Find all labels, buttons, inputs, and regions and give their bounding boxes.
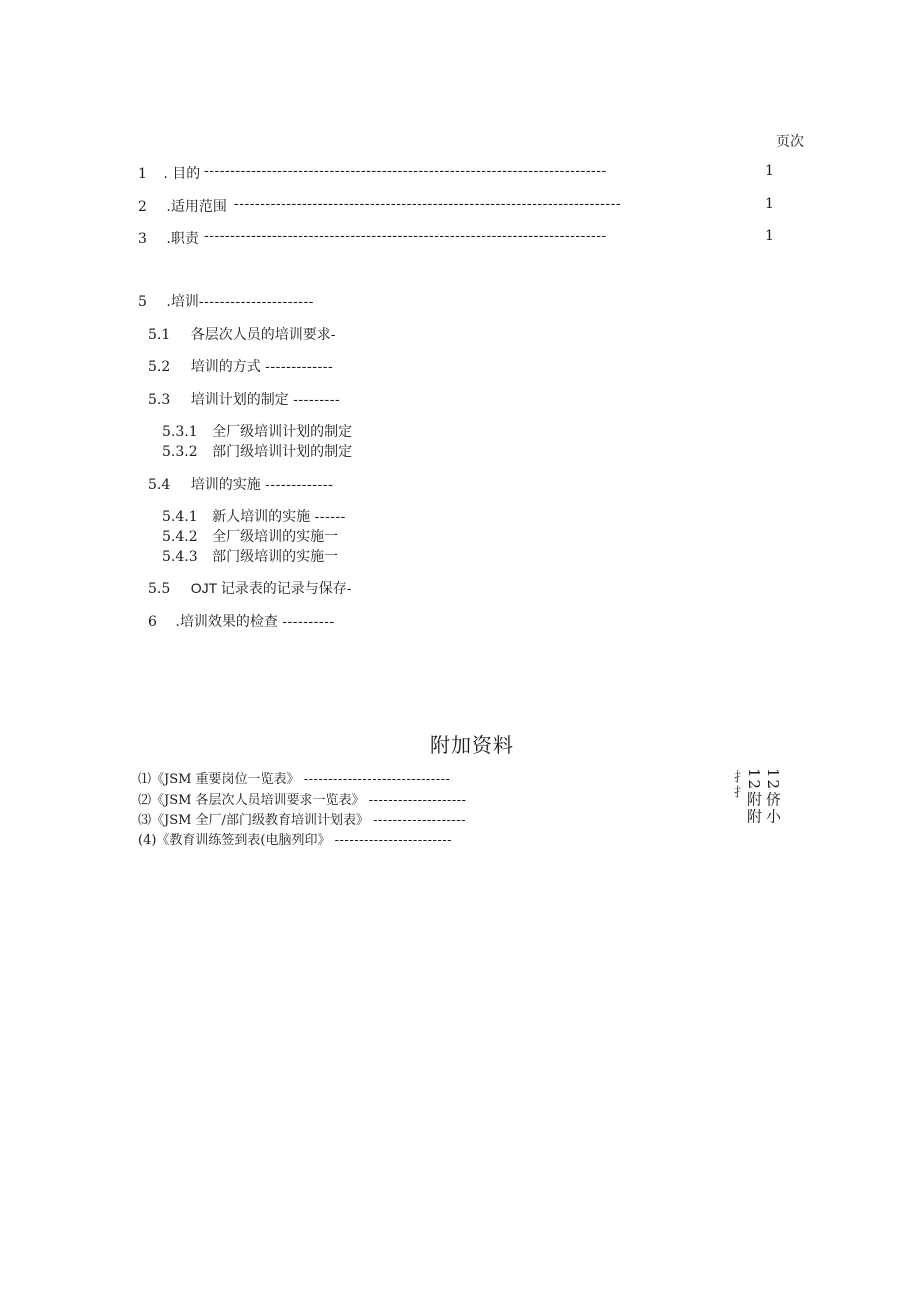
toc-title: .培训 [166,294,199,310]
toc-page-number: 1 [765,228,774,244]
toc-number: 1 [138,166,147,182]
toc-title: . 目的 [163,166,201,182]
toc-leader: -------------------------------------------------------------------------- [234,196,622,212]
toc-leader: - [346,581,352,597]
toc-title: 全厂级培训计划的制定 [212,424,353,440]
toc-number: 5.4.1 [162,509,198,525]
toc-number: 2 [138,199,147,215]
toc-title: 部门级培训计划的制定 [212,444,353,460]
toc-number: 5.4 [148,477,171,493]
toc-leader: ---------------------- [198,294,314,310]
toc-number: 5.4.3 [162,549,198,565]
toc-entry-5-5[interactable] [148,578,352,598]
toc-entry-5-4-3[interactable] [162,546,338,566]
toc-number: 5.4.2 [162,529,198,545]
appendix-item[interactable] [138,809,466,828]
toc-leader: --------- [293,392,341,408]
appendix-item[interactable] [138,789,467,808]
appendix-item-leader: -------------------- [368,793,467,808]
toc-entry-3[interactable] [138,228,199,248]
toc-number: 5.5 [148,581,171,597]
toc-title: .培训效果的检查 [175,614,278,630]
toc-leader: ----------------------------------------------------------------------------- [204,163,607,179]
appendix-item-leader: ------------------------------ [303,772,451,787]
toc-number: 5.1 [148,327,171,343]
toc-entry-2[interactable] [138,196,227,216]
toc-title: 培训的实施 [190,477,261,493]
toc-number: 5 [138,294,147,310]
toc-entry-5-4[interactable] [148,474,333,494]
side-column: 12侪小 [764,768,782,826]
toc-number: 3 [138,231,147,247]
toc-entry-6[interactable] [148,611,335,631]
toc-entry-5-3[interactable] [148,389,340,409]
toc-title: 各层次人员的培训要求 [190,327,331,343]
appendix-item-leader: ------------------------ [334,833,453,848]
toc-number: 5.2 [148,359,171,375]
toc-leader: ------ [314,509,346,525]
appendix-item-text: ⑶《JSM 全厂/部门级教育培训计划表》 [138,813,369,828]
toc-entry-5-1[interactable] [148,324,335,344]
toc-number: 5.3.1 [162,424,198,440]
toc-number: 6 [148,614,157,630]
appendix-title: 附加资料 [430,733,514,757]
toc-leader: ------------- [265,477,334,493]
toc-page-number: 1 [765,196,774,212]
appendix-item-text: ⑴《JSM 重要岗位一览表》 [138,772,300,787]
toc-leader: ------------- [265,359,334,375]
toc-leader: ----------------------------------------------------------------------------- [204,228,607,244]
toc-title: .适用范围 [166,199,227,215]
toc-entry-5-4-1[interactable] [162,506,346,526]
toc-title: OJT 记录表的记录与保存 [190,580,347,596]
toc-title: 新人培训的实施 [212,509,311,525]
appendix-item-leader: ------------------- [373,813,467,828]
toc-entry-5-3-2[interactable] [162,441,352,461]
toc-leader: ---------- [282,614,335,630]
toc-number: 5.3.2 [162,444,198,460]
appendix-item[interactable] [138,768,450,787]
toc-entry-5-2[interactable] [148,356,333,376]
toc-page-number: 1 [765,163,774,179]
side-column: 扌扌 [731,770,746,800]
appendix-item-text: (4)《教育训练签到表(电脑列印》 [138,833,331,848]
toc-title: 培训的方式 [190,359,261,375]
toc-number: 5.3 [148,392,171,408]
page-column-header: 页次 [776,134,804,150]
toc-title: .职责 [166,231,199,247]
side-column: 12附附 [745,768,763,826]
toc-entry-5[interactable] [138,291,314,311]
appendix-item-text: ⑵《JSM 各层次人员培训要求一览表》 [138,793,365,808]
toc-entry-1[interactable] [138,163,200,183]
toc-title: 培训计划的制定 [190,392,289,408]
toc-title: 全厂级培训的实施一 [212,529,339,545]
toc-title: 部门级培训的实施一 [212,549,339,565]
toc-entry-5-3-1[interactable] [162,421,352,441]
appendix-item[interactable] [138,829,452,848]
toc-leader: - [330,327,336,343]
toc-entry-5-4-2[interactable] [162,526,338,546]
